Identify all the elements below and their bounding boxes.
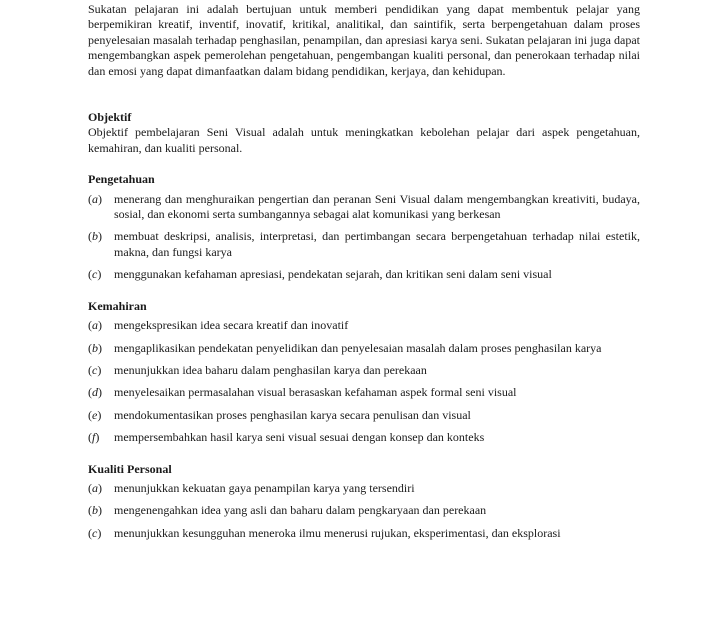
list-marker: (a) bbox=[88, 191, 102, 206]
kemahiran-list bbox=[88, 318, 640, 445]
pengetahuan-list bbox=[88, 192, 640, 283]
list-item-text: menyelesaikan permasalahan visual berasaskan kefahaman aspek formal seni visual bbox=[114, 385, 517, 400]
list-item-text: menunjukkan idea baharu dalam penghasilan karya dan perekaan bbox=[114, 362, 427, 377]
list-item bbox=[88, 363, 640, 378]
pengetahuan-heading: Pengetahuan bbox=[88, 172, 155, 187]
list-marker: (c) bbox=[88, 525, 102, 540]
list-item bbox=[88, 385, 640, 400]
list-item bbox=[88, 192, 640, 223]
list-marker: (c) bbox=[88, 362, 102, 377]
list-item-text: menunjukkan kesungguhan meneroka ilmu menerusi rujukan, eksperimentasi, dan eksplorasi bbox=[114, 525, 561, 540]
document-body bbox=[88, 2, 640, 541]
list-marker: (b) bbox=[88, 503, 102, 518]
list-item-text: mempersembahkan hasil karya seni visual sesuai dengan konsep dan konteks bbox=[114, 430, 485, 445]
list-marker: (b) bbox=[88, 340, 102, 355]
objektif-heading: Objektif bbox=[88, 110, 132, 125]
list-item bbox=[88, 481, 640, 496]
list-item bbox=[88, 503, 640, 518]
list-marker: (c) bbox=[88, 267, 102, 282]
list-item-text: mengaplikasikan pendekatan penyelidikan dan penyelesaian masalah dalam proses penghasilan karya bbox=[114, 340, 602, 355]
list-item-text: mengekspresikan idea secara kreatif dan inovatif bbox=[114, 318, 349, 333]
intro-paragraph: Sukatan pelajaran ini adalah bertujuan untuk memberi pendidikan yang dapat membentuk pelajar yang berpemikiran kreatif, inventif, inovatif, kritikal, analitikal, dan saintifik, serta berpengetahuan dalam proses penyelesaian masalah terhadap penghasilan, penampilan, dan apresiasi karya seni. Sukatan pelajaran ini juga dapat mengembangkan aspek pemerolehan pengetahuan, pengembangan kualiti personal, dan penerokaan terhadap nilai dan emosi yang dapat dimanfaatkan dalam bidang pendidikan, kerjaya, dan kehidupan. bbox=[88, 2, 640, 78]
kualiti-personal-list bbox=[88, 481, 640, 541]
list-item-text: mengenengahkan idea yang asli dan baharu dalam pengkaryaan dan perekaan bbox=[114, 503, 487, 518]
list-marker: (d) bbox=[88, 385, 102, 400]
list-item bbox=[88, 341, 640, 356]
list-item-text: menggunakan kefahaman apresiasi, pendekatan sejarah, dan kritikan seni dalam seni visual bbox=[114, 267, 552, 282]
list-item bbox=[88, 408, 640, 423]
objektif-paragraph: Objektif pembelajaran Seni Visual adalah untuk meningkatkan kebolehan pelajar dari aspek pengetahuan, kemahiran, dan kualiti personal. bbox=[88, 125, 640, 155]
list-item-text: menerang dan menghuraikan pengertian dan peranan Seni Visual dalam mengembangkan kreativiti, budaya, sosial, dan ekonomi serta sumbangannya sebagai alat komunikasi yang berkesan bbox=[114, 191, 640, 222]
list-item bbox=[88, 267, 640, 282]
list-marker: (b) bbox=[88, 229, 102, 244]
list-item-text: mendokumentasikan proses penghasilan karya secara penulisan dan visual bbox=[114, 407, 471, 422]
list-item bbox=[88, 318, 640, 333]
list-item-text: menunjukkan kekuatan gaya penampilan karya yang tersendiri bbox=[114, 480, 415, 495]
list-item-text: membuat deskripsi, analisis, interpretasi, dan pertimbangan secara berpengetahuan terhadap nilai estetik, makna, dan fungsi karya bbox=[114, 229, 640, 259]
list-marker: (f) bbox=[88, 430, 100, 445]
list-item bbox=[88, 526, 640, 541]
list-marker: (a) bbox=[88, 480, 102, 495]
kualiti-personal-heading: Kualiti Personal bbox=[88, 461, 172, 476]
list-marker: (e) bbox=[88, 407, 102, 422]
kemahiran-heading: Kemahiran bbox=[88, 298, 147, 313]
list-marker: (a) bbox=[88, 318, 102, 333]
list-item bbox=[88, 229, 640, 260]
list-item bbox=[88, 430, 640, 445]
